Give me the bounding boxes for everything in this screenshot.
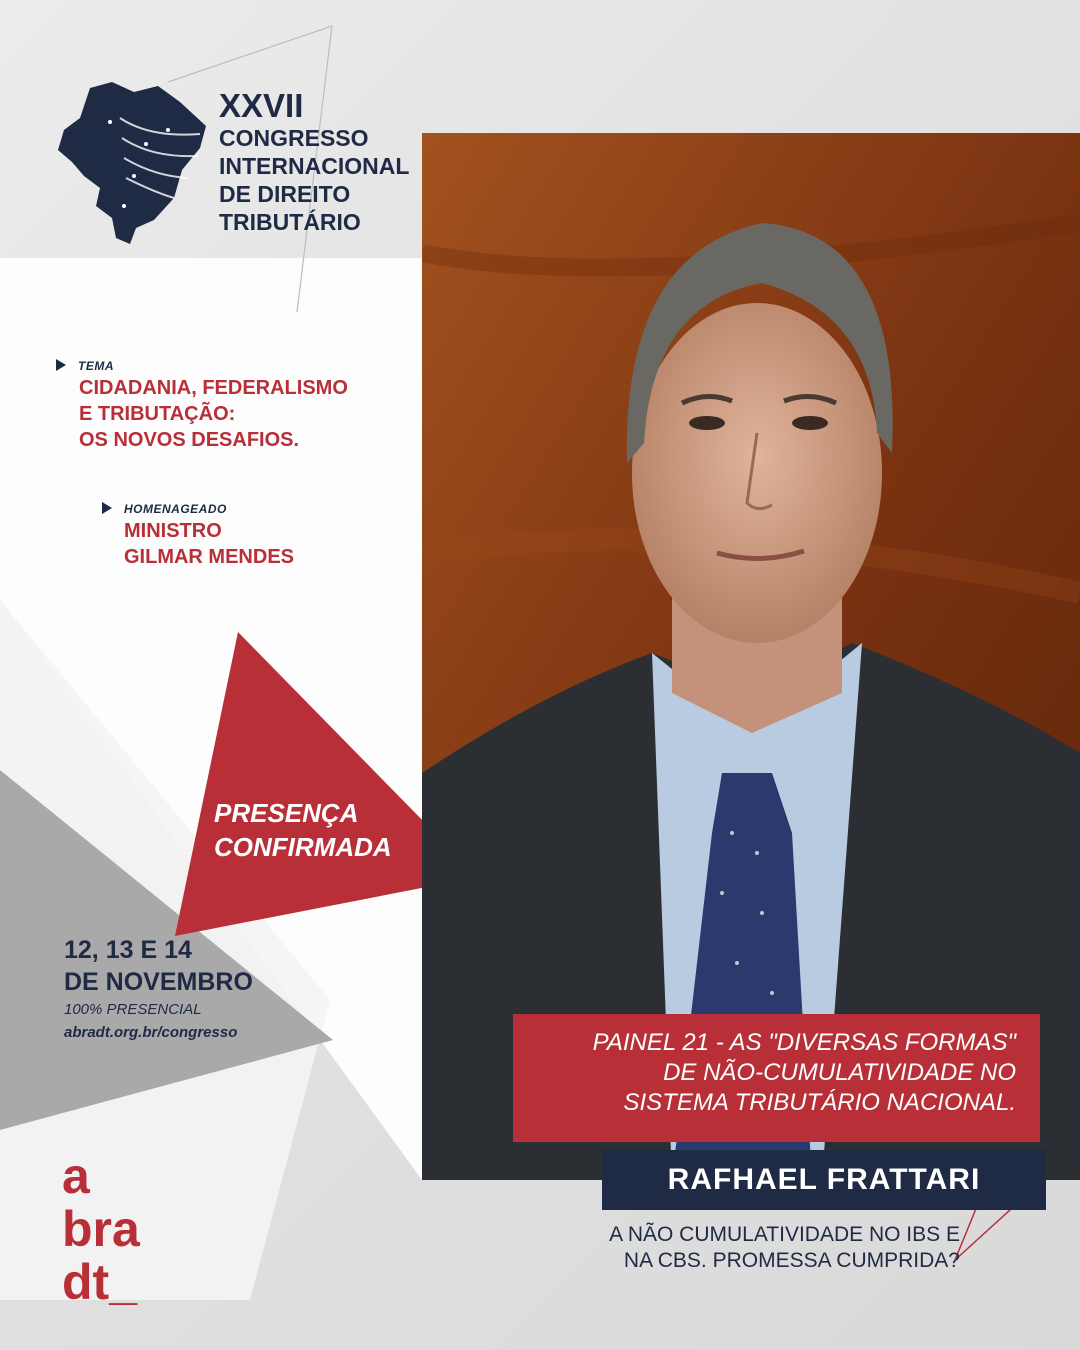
brand-line-2: bra [62, 1201, 140, 1257]
speaker-topic [520, 1222, 960, 1274]
congress-edition: XXVII [219, 87, 304, 124]
tema-line-1: CIDADANIA, FEDERALISMO [79, 377, 348, 399]
panel-line-3: SISTEMA TRIBUTÁRIO NACIONAL. [623, 1089, 1016, 1116]
congress-line-1: CONGRESSO [219, 125, 369, 151]
presenca-line-1: PRESENÇA [214, 798, 359, 828]
congress-line-4: TRIBUTÁRIO [219, 209, 361, 235]
speaker-name: RAFHAEL FRATTARI [602, 1150, 1046, 1210]
brand-line-3: dt_ [62, 1254, 137, 1310]
homenageado-line-2: GILMAR MENDES [124, 546, 294, 568]
homenageado-text [124, 518, 294, 570]
congress-line-2: INTERNACIONAL [219, 153, 410, 179]
event-dates [64, 934, 253, 1044]
panel-box [513, 1014, 1040, 1142]
abradt-logo [62, 1150, 140, 1309]
tema-marker-icon [56, 359, 66, 371]
event-days: 12, 13 E 14 [64, 936, 192, 964]
congress-line-3: DE DIREITO [219, 181, 351, 207]
face [632, 303, 882, 643]
presenca-confirmada [214, 796, 392, 864]
brand-line-1: a [62, 1148, 90, 1204]
homenageado-marker-icon [102, 502, 112, 514]
tema-text [79, 375, 348, 453]
event-month: DE NOVEMBRO [64, 968, 253, 996]
panel-line-1: PAINEL 21 - AS "DIVERSAS FORMAS" [592, 1029, 1016, 1056]
tema-line-2: E TRIBUTAÇÃO: [79, 403, 236, 425]
tema-label: TEMA [78, 359, 114, 373]
homenageado-line-1: MINISTRO [124, 520, 222, 542]
homenageado-label: HOMENAGEADO [124, 502, 227, 516]
topic-line-2: NA CBS. PROMESSA CUMPRIDA? [623, 1249, 960, 1272]
topic-line-1: A NÃO CUMULATIVIDADE NO IBS E [609, 1223, 960, 1246]
congress-title [219, 88, 409, 236]
panel-line-2: DE NÃO-CUMULATIVIDADE NO [663, 1059, 1016, 1086]
event-url[interactable]: abradt.org.br/congresso [64, 1024, 238, 1041]
presenca-line-2: CONFIRMADA [214, 832, 392, 862]
brazil-map-logo [50, 78, 210, 248]
event-mode: 100% PRESENCIAL [64, 1001, 202, 1018]
tema-line-3: OS NOVOS DESAFIOS. [79, 429, 300, 451]
